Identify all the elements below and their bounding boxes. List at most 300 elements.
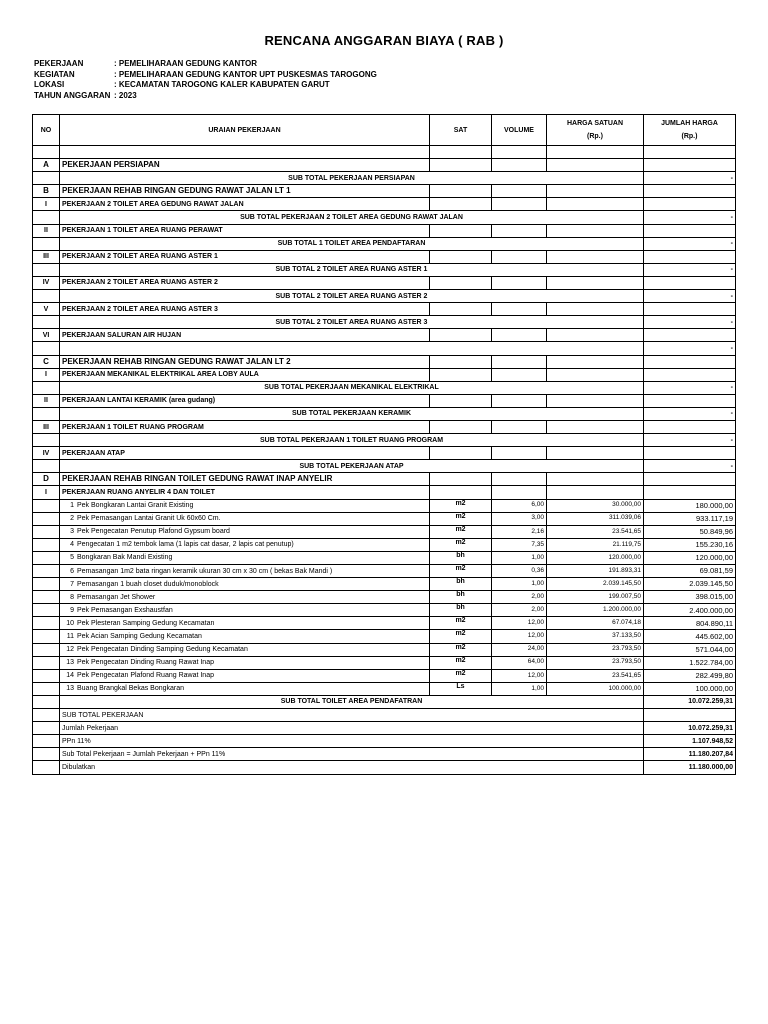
section-row	[33, 159, 736, 172]
section-row	[33, 473, 736, 486]
empty-cell	[492, 329, 547, 342]
row-no: III	[33, 250, 60, 263]
meta-row-pekerjaan	[34, 59, 377, 70]
item-row	[33, 604, 736, 617]
item-volume: 2,16	[492, 525, 547, 538]
item-harga-satuan: 21.119,75	[547, 538, 644, 551]
header-sat: SAT	[430, 115, 492, 146]
empty-cell	[644, 329, 736, 342]
subtotal-row	[33, 316, 736, 329]
item-desc	[60, 604, 430, 617]
item-harga-satuan: 23.541,65	[547, 525, 644, 538]
row-no: IV	[33, 447, 60, 460]
header-jumlah-harga	[644, 115, 736, 146]
summary-label: SUB TOTAL PEKERJAAN	[60, 709, 644, 722]
item-jumlah-harga: 69.081,59	[644, 565, 736, 578]
item-jumlah-harga: 100.000,00	[644, 682, 736, 695]
subtotal-value: -	[644, 290, 736, 303]
item-volume: 2,00	[492, 604, 547, 617]
item-desc	[60, 551, 430, 564]
subtotal-row	[33, 263, 736, 276]
subtotal-label: SUB TOTAL PEKERJAAN MEKANIKAL ELEKTRIKAL	[60, 381, 644, 394]
empty-cell	[430, 329, 492, 342]
item-number: 11	[66, 633, 74, 641]
rab-table-body	[33, 115, 736, 775]
subtotal-label	[60, 342, 644, 355]
group-row	[33, 368, 736, 381]
empty-cell	[644, 473, 736, 486]
row-no: VI	[33, 329, 60, 342]
subtotal-value: -	[644, 434, 736, 447]
empty-cell	[644, 159, 736, 172]
row-desc: PEKERJAAN 2 TOILET AREA RUANG ASTER 3	[60, 303, 430, 316]
row-no	[33, 512, 60, 525]
item-harga-satuan: 120.000,00	[547, 551, 644, 564]
item-jumlah-harga: 804.890,11	[644, 617, 736, 630]
row-desc: PEKERJAAN ATAP	[60, 447, 430, 460]
item-volume: 12,00	[492, 617, 547, 630]
empty-cell	[430, 224, 492, 237]
page-title: RENCANA ANGGARAN BIAYA ( RAB )	[264, 33, 504, 48]
item-row	[33, 630, 736, 643]
empty-cell	[547, 198, 644, 211]
empty-cell	[492, 303, 547, 316]
row-no	[33, 499, 60, 512]
row-no	[33, 709, 60, 722]
item-row	[33, 617, 736, 630]
group-row	[33, 224, 736, 237]
item-number: 7	[70, 580, 74, 588]
item-volume: 7,35	[492, 538, 547, 551]
row-desc: PEKERJAAN 2 TOILET AREA RUANG ASTER 2	[60, 276, 430, 289]
subtotal-value: -	[644, 381, 736, 394]
item-harga-satuan: 1.200.000,00	[547, 604, 644, 617]
item-jumlah-harga: 2.039.145,50	[644, 578, 736, 591]
empty-cell	[644, 224, 736, 237]
item-number: 10	[66, 619, 74, 627]
item-label: Buang Brangkal Bekas Bongkaran	[77, 685, 185, 693]
row-no	[33, 434, 60, 447]
row-no	[33, 263, 60, 276]
row-no: I	[33, 486, 60, 499]
empty-cell	[492, 355, 547, 368]
subtotal-row	[33, 460, 736, 473]
item-sat: m2	[430, 499, 492, 512]
table-header-row	[33, 115, 736, 146]
section-row	[33, 185, 736, 198]
item-desc	[60, 669, 430, 682]
meta-label: TAHUN ANGGARAN	[34, 90, 111, 100]
row-no: V	[33, 303, 60, 316]
empty-cell	[492, 224, 547, 237]
row-no	[33, 630, 60, 643]
item-number: 4	[70, 541, 74, 549]
empty-cell	[644, 250, 736, 263]
meta-label: PEKERJAAN	[34, 59, 84, 68]
header-gap-row	[33, 146, 736, 159]
meta-row-lokasi	[34, 80, 377, 91]
subtotal-value: -	[644, 172, 736, 185]
subtotal-value: -	[644, 263, 736, 276]
summary-row	[33, 748, 736, 761]
empty-cell	[430, 159, 492, 172]
empty-cell	[492, 486, 547, 499]
row-no: II	[33, 394, 60, 407]
subtotal-label: SUB TOTAL TOILET AREA PENDAFATRAN	[60, 695, 644, 708]
empty-cell	[492, 368, 547, 381]
subtotal-value: 10.072.259,31	[644, 695, 736, 708]
item-sat: m2	[430, 525, 492, 538]
row-no: C	[33, 355, 60, 368]
item-desc	[60, 617, 430, 630]
item-harga-satuan: 199.007,50	[547, 591, 644, 604]
empty-cell	[430, 420, 492, 433]
summary-row	[33, 722, 736, 735]
row-no	[33, 722, 60, 735]
row-desc: PEKERJAAN SALURAN AIR HUJAN	[60, 329, 430, 342]
subtotal-label: SUB TOTAL PEKERJAAN ATAP	[60, 460, 644, 473]
empty-cell	[644, 447, 736, 460]
group-row	[33, 447, 736, 460]
item-sat: m2	[430, 512, 492, 525]
row-no: D	[33, 473, 60, 486]
item-label: Bongkaran Bak Mandi Existing	[77, 554, 173, 562]
item-sat: m2	[430, 669, 492, 682]
item-sat: m2	[430, 538, 492, 551]
row-no: B	[33, 185, 60, 198]
empty-cell	[430, 276, 492, 289]
row-no	[33, 656, 60, 669]
item-jumlah-harga: 933.117,19	[644, 512, 736, 525]
summary-value: 1.107.948,52	[644, 735, 736, 748]
empty-cell	[644, 198, 736, 211]
empty-cell	[430, 486, 492, 499]
row-no	[33, 211, 60, 224]
header-jumlah-harga-unit: (Rp.)	[681, 133, 698, 140]
row-no	[33, 735, 60, 748]
item-number: 13	[66, 659, 74, 667]
item-row	[33, 643, 736, 656]
item-label: Pengecatan 1 m2 tembok lama (1 lapis cat dasar, 2 lapis cat penutup)	[77, 541, 294, 549]
row-no: III	[33, 420, 60, 433]
item-label: Pek Pengecatan Dinding Ruang Rawat Inap	[77, 659, 214, 667]
empty-cell	[547, 486, 644, 499]
item-desc	[60, 591, 430, 604]
item-volume: 3,00	[492, 512, 547, 525]
section-row	[33, 355, 736, 368]
row-desc: PEKERJAAN 1 TOILET AREA RUANG PERAWAT	[60, 224, 430, 237]
group-row	[33, 420, 736, 433]
item-harga-satuan: 67.074,18	[547, 617, 644, 630]
item-harga-satuan: 37.133,50	[547, 630, 644, 643]
row-no	[33, 407, 60, 420]
item-number: 8	[70, 593, 74, 601]
item-row	[33, 499, 736, 512]
subtotal-label: SUB TOTAL 2 TOILET AREA RUANG ASTER 1	[60, 263, 644, 276]
summary-label: Jumlah Pekerjaan	[60, 722, 644, 735]
item-desc	[60, 656, 430, 669]
row-desc: PEKERJAAN 2 TOILET AREA RUANG ASTER 1	[60, 250, 430, 263]
row-no: I	[33, 368, 60, 381]
row-desc: PEKERJAAN PERSIAPAN	[60, 159, 430, 172]
item-number: 14	[66, 672, 74, 680]
item-label: Pek Pengecatan Dinding Samping Gedung Kecamatan	[77, 646, 248, 654]
row-no	[33, 551, 60, 564]
empty-cell	[547, 473, 644, 486]
empty-cell	[430, 473, 492, 486]
empty-cell	[547, 250, 644, 263]
item-volume: 1,00	[492, 578, 547, 591]
empty-cell	[547, 447, 644, 460]
subtotal-label: SUB TOTAL PEKERJAAN 2 TOILET AREA GEDUNG RAWAT JALAN	[60, 211, 644, 224]
summary-label: Dibulatkan	[60, 761, 644, 774]
item-desc	[60, 499, 430, 512]
row-no	[33, 591, 60, 604]
row-desc: PEKERJAAN RUANG ANYELIR 4 DAN TOILET	[60, 486, 430, 499]
empty-cell	[430, 185, 492, 198]
summary-value: 10.072.259,31	[644, 722, 736, 735]
meta-value: : KECAMATAN TAROGONG KALER KABUPATEN GARUT	[114, 80, 330, 89]
subtotal-value: -	[644, 342, 736, 355]
group-row	[33, 329, 736, 342]
meta-label: KEGIATAN	[34, 69, 75, 79]
project-meta	[34, 59, 377, 101]
subtotal-row	[33, 211, 736, 224]
row-no	[33, 290, 60, 303]
row-desc: PEKERJAAN 1 TOILET RUANG PROGRAM	[60, 420, 430, 433]
item-label: Pek Bongkaran Lantai Granit Existing	[77, 502, 194, 510]
subtotal-row	[33, 434, 736, 447]
subtotal-label: SUB TOTAL PEKERJAAN PERSIAPAN	[60, 172, 644, 185]
rab-table	[32, 114, 736, 775]
item-sat: m2	[430, 630, 492, 643]
empty-cell	[644, 355, 736, 368]
row-no	[33, 761, 60, 774]
row-no	[33, 172, 60, 185]
item-jumlah-harga: 120.000,00	[644, 551, 736, 564]
item-harga-satuan: 23.793,50	[547, 643, 644, 656]
item-jumlah-harga: 1.522.784,00	[644, 656, 736, 669]
empty-cell	[547, 276, 644, 289]
subtotal-value: -	[644, 211, 736, 224]
summary-row	[33, 709, 736, 722]
row-no	[33, 578, 60, 591]
item-number: 12	[66, 646, 74, 654]
group-row	[33, 250, 736, 263]
row-desc: PEKERJAAN LANTAI KERAMIK (area gudang)	[60, 394, 430, 407]
item-label: Pek Plesteran Samping Gedung Kecamatan	[77, 619, 215, 627]
item-label: Pek Pengecatan Penutup Plafond Gypsum board	[77, 528, 230, 536]
summary-row	[33, 761, 736, 774]
row-no	[33, 460, 60, 473]
item-jumlah-harga: 180.000,00	[644, 499, 736, 512]
subtotal-row	[33, 342, 736, 355]
empty-cell	[430, 250, 492, 263]
subtotal-value: -	[644, 460, 736, 473]
subtotal-label: SUB TOTAL 2 TOILET AREA RUANG ASTER 3	[60, 316, 644, 329]
item-row	[33, 512, 736, 525]
item-volume: 0,36	[492, 565, 547, 578]
subtotal-label: SUB TOTAL 1 TOILET AREA PENDAFTARAN	[60, 237, 644, 250]
item-label: Pek Pemasangan Exshaustfan	[77, 606, 173, 614]
summary-value	[644, 709, 736, 722]
empty-cell	[547, 368, 644, 381]
item-number: 1	[70, 502, 74, 510]
empty-cell	[644, 185, 736, 198]
row-desc: PEKERJAAN REHAB RINGAN GEDUNG RAWAT JALAN LT 1	[60, 185, 430, 198]
group-row	[33, 303, 736, 316]
empty-cell	[644, 486, 736, 499]
item-row	[33, 578, 736, 591]
item-desc	[60, 630, 430, 643]
row-no: II	[33, 224, 60, 237]
item-row	[33, 565, 736, 578]
item-sat: Ls	[430, 682, 492, 695]
item-label: Pek Acian Samping Gedung Kecamatan	[77, 633, 202, 641]
meta-value: : 2023	[114, 90, 137, 100]
item-harga-satuan: 100.000,00	[547, 682, 644, 695]
empty-cell	[547, 224, 644, 237]
row-no	[33, 669, 60, 682]
empty-cell	[492, 250, 547, 263]
meta-row-tahun	[34, 91, 377, 102]
empty-cell	[492, 394, 547, 407]
empty-cell	[492, 473, 547, 486]
item-sat: m2	[430, 565, 492, 578]
meta-row-kegiatan	[34, 70, 377, 81]
item-jumlah-harga: 282.499,80	[644, 669, 736, 682]
item-jumlah-harga: 398.015,00	[644, 591, 736, 604]
empty-cell	[547, 185, 644, 198]
row-desc: PEKERJAAN 2 TOILET AREA GEDUNG RAWAT JALAN	[60, 198, 430, 211]
item-volume: 64,00	[492, 656, 547, 669]
row-no	[33, 617, 60, 630]
empty-cell	[430, 394, 492, 407]
item-sat: m2	[430, 617, 492, 630]
item-number: 6	[70, 567, 74, 575]
subtotal-value: -	[644, 237, 736, 250]
summary-row	[33, 735, 736, 748]
group-row	[33, 486, 736, 499]
row-no	[33, 565, 60, 578]
row-no	[33, 381, 60, 394]
item-sat: m2	[430, 656, 492, 669]
item-label: Pemasangan 1 buah closet duduk/monoblock	[77, 580, 219, 588]
header-uraian: URAIAN PEKERJAAN	[60, 115, 430, 146]
row-desc: PEKERJAAN REHAB RINGAN TOILET GEDUNG RAWAT INAP ANYELIR	[60, 473, 430, 486]
summary-label: PPn 11%	[60, 735, 644, 748]
row-no	[33, 748, 60, 761]
group-row	[33, 276, 736, 289]
item-label: Pek Pemasangan Lantai Granit Uk 60x60 Cm.	[77, 515, 221, 523]
subtotal-value: -	[644, 407, 736, 420]
row-no	[33, 604, 60, 617]
item-jumlah-harga: 155.230,16	[644, 538, 736, 551]
empty-cell	[644, 420, 736, 433]
meta-value: : PEMELIHARAAN GEDUNG KANTOR	[114, 59, 257, 68]
item-label: Pemasangan 1m2 bata ringan keramik ukuran 30 cm x 30 cm ( bekas Bak Mandi )	[77, 567, 333, 575]
item-desc	[60, 578, 430, 591]
item-number: 2	[70, 515, 74, 523]
item-desc	[60, 565, 430, 578]
item-volume: 2,00	[492, 591, 547, 604]
row-no: IV	[33, 276, 60, 289]
item-label: Pek Pengecatan Plafond Ruang Rawat Inap	[77, 672, 214, 680]
empty-cell	[430, 447, 492, 460]
item-jumlah-harga: 50.849,96	[644, 525, 736, 538]
subtotal-value: -	[644, 316, 736, 329]
item-jumlah-harga: 2.400.000,00	[644, 604, 736, 617]
item-volume: 1,00	[492, 551, 547, 564]
header-harga-satuan	[547, 115, 644, 146]
item-volume: 1,00	[492, 682, 547, 695]
item-harga-satuan: 2.039.145,50	[547, 578, 644, 591]
header-no: NO	[33, 115, 60, 146]
item-desc	[60, 643, 430, 656]
item-harga-satuan: 23.541,65	[547, 669, 644, 682]
meta-value: : PEMELIHARAAN GEDUNG KANTOR UPT PUSKESMAS TAROGONG	[114, 69, 377, 79]
header-volume: VOLUME	[492, 115, 547, 146]
empty-cell	[644, 276, 736, 289]
empty-cell	[547, 355, 644, 368]
empty-cell	[644, 368, 736, 381]
empty-cell	[430, 303, 492, 316]
empty-cell	[547, 329, 644, 342]
summary-value: 11.180.207,84	[644, 748, 736, 761]
item-sat: m2	[430, 643, 492, 656]
empty-cell	[492, 185, 547, 198]
row-desc: PEKERJAAN MEKANIKAL ELEKTRIKAL AREA LOBY AULA	[60, 368, 430, 381]
empty-cell	[430, 355, 492, 368]
subtotal-row	[33, 407, 736, 420]
subtotal-label: SUB TOTAL 2 TOILET AREA RUANG ASTER 2	[60, 290, 644, 303]
item-desc	[60, 512, 430, 525]
empty-cell	[492, 276, 547, 289]
item-sat: bh	[430, 551, 492, 564]
item-sat: bh	[430, 604, 492, 617]
meta-label: LOKASI	[34, 80, 65, 89]
row-no	[33, 643, 60, 656]
row-no	[33, 342, 60, 355]
item-number: 13	[66, 685, 74, 693]
item-desc	[60, 682, 430, 695]
empty-cell	[547, 394, 644, 407]
item-row	[33, 525, 736, 538]
subtotal-row	[33, 172, 736, 185]
empty-cell	[547, 420, 644, 433]
subtotal-row	[33, 695, 736, 708]
summary-value: 11.180.000,00	[644, 761, 736, 774]
item-sat: bh	[430, 578, 492, 591]
item-volume: 12,00	[492, 669, 547, 682]
item-harga-satuan: 30.000,00	[547, 499, 644, 512]
item-jumlah-harga: 571.044,00	[644, 643, 736, 656]
subtotal-row	[33, 290, 736, 303]
empty-cell	[644, 394, 736, 407]
item-number: 3	[70, 528, 74, 536]
row-desc: PEKERJAAN REHAB RINGAN GEDUNG RAWAT JALAN LT 2	[60, 355, 430, 368]
group-row	[33, 198, 736, 211]
row-no: I	[33, 198, 60, 211]
summary-label: Sub Total Pekerjaan = Jumlah Pekerjaan + PPn 11%	[60, 748, 644, 761]
empty-cell	[430, 368, 492, 381]
item-number: 9	[70, 606, 74, 614]
header-harga-satuan-unit: (Rp.)	[587, 133, 603, 140]
row-no	[33, 316, 60, 329]
empty-cell	[492, 447, 547, 460]
header-jumlah-harga-label: JUMLAH HARGA	[661, 120, 718, 127]
item-row	[33, 591, 736, 604]
